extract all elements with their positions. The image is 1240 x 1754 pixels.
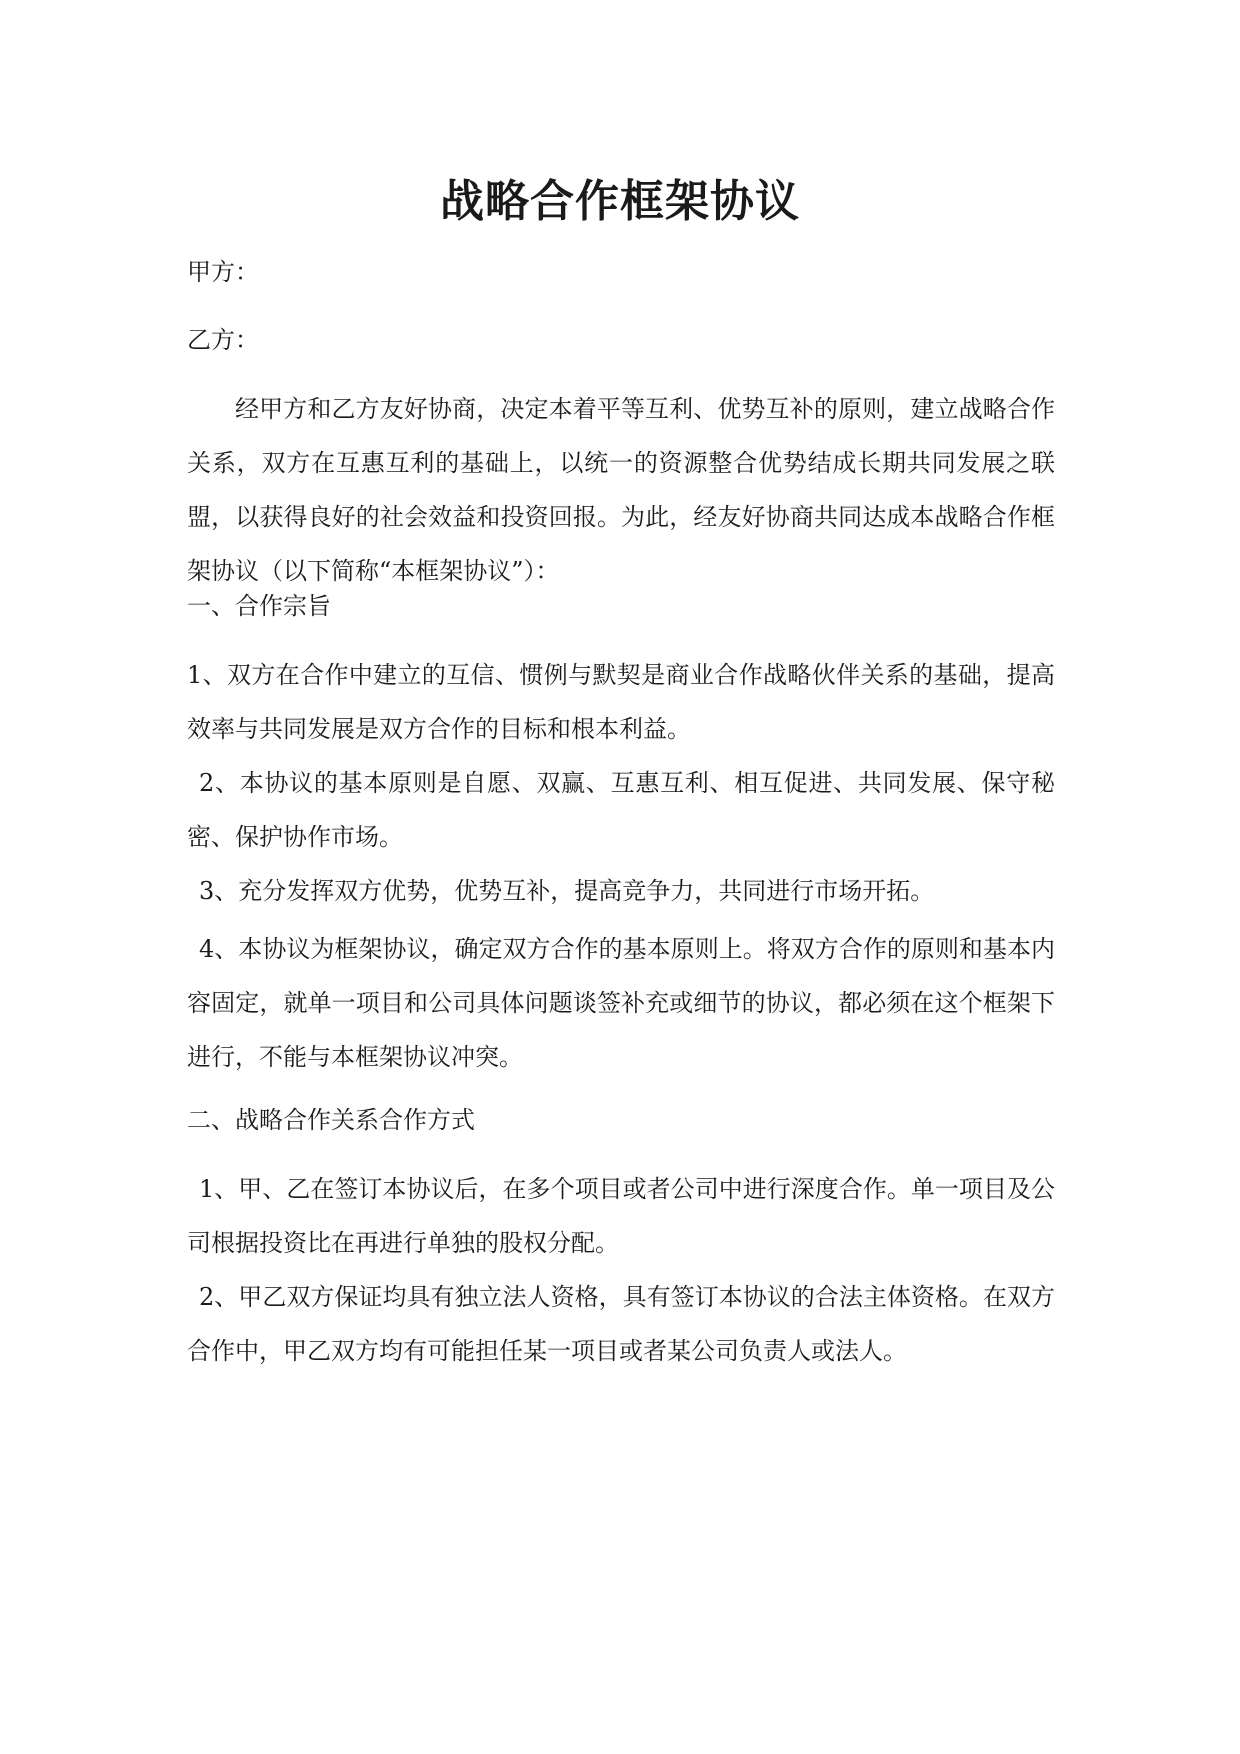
document-title: 战略合作框架协议 — [440, 176, 800, 227]
section-item: 4、本协议为框架协议，确定双方合作的基本原则上。将双方合作的原则和基本内容固定，就单一项目和公司具体问题谈签补充或细节的协议，都必须在这个框架下进行，不能与本框架协议冲突。 — [187, 935, 1055, 1071]
section-item: 3、充分发挥双方优势，优势互补，提高竞争力，共同进行市场开拓。 — [199, 877, 935, 905]
section-item: 2、甲乙双方保证均具有独立法人资格，具有签订本协议的合法主体资格。在双方合作中，甲乙双方均有可能担任某一项目或者某公司负责人或法人。 — [187, 1283, 1055, 1365]
party-a-label: 甲方： — [187, 258, 259, 286]
section-heading: 一、合作宗旨 — [187, 592, 331, 620]
party-b-label: 乙方： — [187, 326, 259, 354]
section-item: 2、本协议的基本原则是自愿、双赢、互惠互利、相互促进、共同发展、保守秘密、保护协作市场。 — [187, 769, 1055, 851]
section-item: 1、双方在合作中建立的互信、惯例与默契是商业合作战略伙伴关系的基础，提高效率与共同发展是双方合作的目标和根本利益。 — [187, 661, 1055, 743]
section-item: 1、甲、乙在签订本协议后，在多个项目或者公司中进行深度合作。单一项目及公司根据投资比在再进行单独的股权分配。 — [187, 1175, 1055, 1257]
section-heading: 二、战略合作关系合作方式 — [187, 1106, 475, 1134]
intro-paragraph: 经甲方和乙方友好协商，决定本着平等互利、优势互补的原则，建立战略合作关系，双方在互惠互利的基础上，以统一的资源整合优势结成长期共同发展之联盟，以获得良好的社会效益和投资回报。为此，经友好协商共同达成本战略合作框架协议（以下简称“本框架协议”）： — [187, 395, 1055, 585]
